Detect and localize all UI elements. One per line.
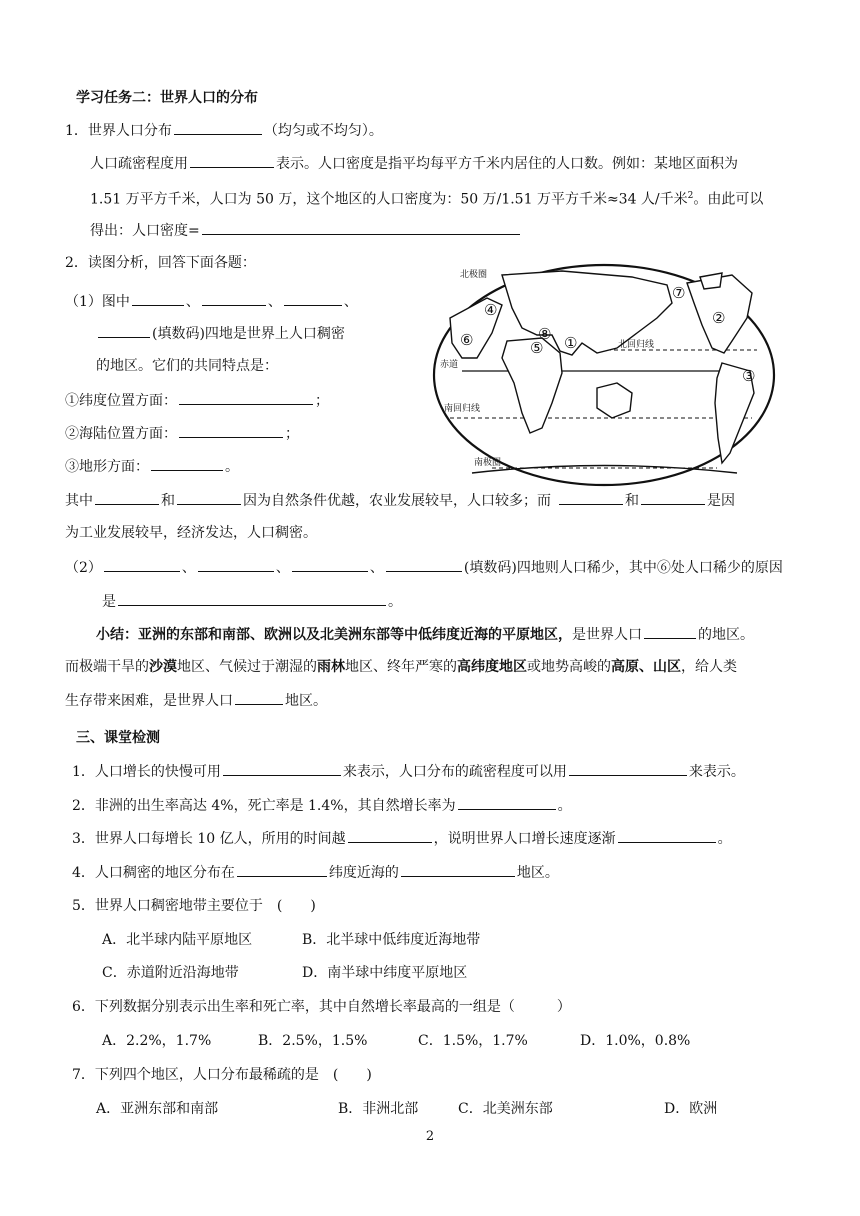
check-question-2: 2．非洲的出生率高达 4%，死亡率是 1.4%，其自然增长率为 。 (72, 795, 572, 816)
label-antarctic-circle: 南极圈 (474, 458, 502, 468)
check-question-1: 1．人口增长的快慢可用 来表示，人口分布的疏密程度可以用 来表示。 (72, 761, 745, 782)
terrain-line: ③地形方面： 。 (65, 456, 239, 477)
question-2-2-cont: 是 。 (102, 591, 402, 612)
question-2-2: （2） 、 、 、 (填数码)四地则人口稀少，其中⑥处人口稀少的原因 (65, 557, 783, 578)
q7-option-d[interactable]: D．欧洲 (664, 1101, 718, 1117)
q7-option-c[interactable]: C．北美洲东部 (458, 1101, 553, 1117)
q6-option-d[interactable]: D．1.0%，0.8% (580, 1033, 691, 1049)
section-title-check: 三、课堂检测 (76, 730, 160, 746)
check-question-3: 3．世界人口每增长 10 亿人，所用的时间越 ，说明世界人口增长速度逐渐 。 (72, 828, 732, 849)
marker-8: ⑧ (538, 325, 552, 343)
check-question-7: 7．下列四个地区，人口分布最稀疏的是 ( ) (72, 1067, 372, 1083)
reason-line-2: 为工业发展较早，经济发达，人口稠密。 (65, 525, 317, 541)
q6-option-b[interactable]: B．2.5%，1.5% (258, 1033, 368, 1049)
answer-blank (202, 220, 520, 235)
summary-line-1: 小结：亚洲的东部和南部、欧洲以及北美洲东部等中低纬度近海的平原地区，是世界人口 的地区。 (96, 624, 754, 645)
q5-option-b[interactable]: B．北半球中低纬度近海地带 (302, 932, 481, 948)
check-question-6: 6．下列数据分别表示出生率和死亡率，其中自然增长率最高的一组是（ ） (72, 999, 571, 1015)
q7-option-b[interactable]: B．非洲北部 (338, 1101, 419, 1117)
answer-blank (190, 153, 274, 168)
summary-line-3: 生存带来困难，是世界人口 地区。 (65, 690, 327, 711)
question-1: 1．世界人口分布 （均匀或不均匀）。 (65, 120, 383, 141)
label-tropic-north: 北回归线 (618, 340, 655, 350)
question-2-1: （1）图中 、 、 、 (65, 291, 358, 312)
q7-option-a[interactable]: A．亚洲东部和南部 (96, 1101, 219, 1117)
marker-3: ③ (742, 367, 756, 385)
paragraph-density-3: 得出：人口密度= (90, 220, 522, 241)
label-equator: 赤道 (440, 360, 459, 370)
sea-land-line: ②海陆位置方面： ； (65, 423, 299, 444)
marker-6: ⑥ (460, 331, 474, 349)
question-2-1-cont2: 的地区。它们的共同特点是： (96, 358, 278, 374)
check-question-4: 4．人口稠密的地区分布在 纬度近海的 地区。 (72, 862, 559, 883)
marker-1: ① (564, 334, 578, 352)
label-arctic-circle: 北极圈 (460, 270, 488, 280)
latitude-line: ①纬度位置方面： ； (65, 390, 329, 411)
q5-option-d[interactable]: D．南半球中纬度平原地区 (302, 965, 468, 981)
q5-option-a[interactable]: A．北半球内陆平原地区 (102, 932, 253, 948)
check-question-5: 5．世界人口稠密地带主要位于 ( ) (72, 898, 316, 914)
reason-line: 其中 和 因为自然条件优越，农业发展较早，人口较多；而 和 是因 (65, 490, 735, 511)
q5-option-c[interactable]: C．赤道附近沿海地带 (102, 965, 239, 981)
paragraph-density-1: 人口疏密程度用 表示。人口密度是指平均每平方千米内居住的人口数。例如：某地区面积为 (90, 153, 738, 174)
marker-7: ⑦ (672, 284, 686, 302)
marker-4: ④ (484, 301, 498, 319)
q6-option-c[interactable]: C．1.5%，1.7% (418, 1033, 528, 1049)
world-population-map (432, 263, 777, 488)
question-2: 2．读图分析，回答下面各题： (65, 255, 256, 271)
q6-option-a[interactable]: A．2.2%，1.7% (102, 1033, 212, 1049)
answer-blank (174, 120, 262, 135)
summary-line-2: 而极端干旱的沙漠地区、气候过于潮湿的雨林地区、终年严寒的高纬度地区或地势高峻的高原、山区，给人类 (65, 659, 737, 675)
paragraph-density-2: 1.51 万平方千米，人口为 50 万，这个地区的人口密度为：50 万/1.51 万平方千米≈34 人/千米$^2$。由此可以 (90, 191, 764, 208)
question-2-1-cont: (填数码)四地是世界上人口稠密 (96, 323, 345, 344)
label-tropic-south: 南回归线 (444, 404, 481, 414)
section-title-task2: 学习任务二：世界人口的分布 (76, 90, 258, 106)
marker-5: ⑤ (530, 339, 544, 357)
page-number: 2 (425, 1129, 435, 1144)
marker-2: ② (712, 309, 726, 327)
